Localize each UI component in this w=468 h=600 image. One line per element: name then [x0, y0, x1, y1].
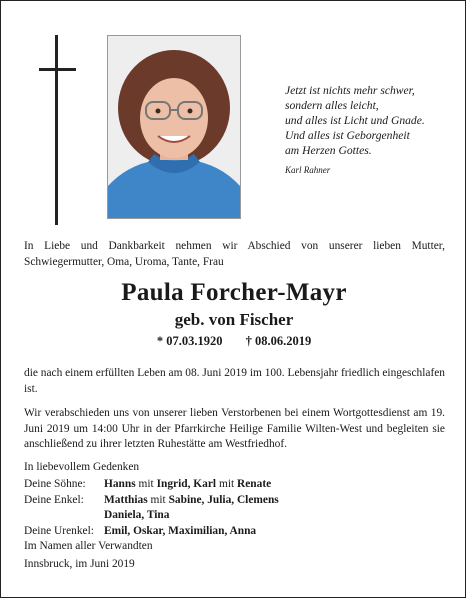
family-row-great-grandchildren [24, 524, 445, 540]
family-label: Deine Söhne: [24, 478, 86, 490]
portrait-photo [107, 35, 241, 219]
intro-text: In Liebe und Dankbarkeit nehmen wir Abschied von unserer lieben Mutter, Schwiegermutter, Oma, Uroma, Tante, Frau [24, 240, 445, 268]
death-date: † 08.06.2019 [245, 334, 312, 348]
family-members: Emil, Oskar, Maximilian, Anna [104, 524, 257, 537]
family-row-grandchildren [24, 493, 445, 509]
deceased-name: Paula Forcher-Mayr [121, 279, 347, 306]
place-date: Innsbruck, im Juni 2019 [24, 558, 135, 570]
passing-paragraph: die nach einem erfüllten Leben am 08. Juni 2019 im 100. Lebensjahr friedlich eingeschlafen ist. [24, 367, 445, 395]
cross-icon-bar [39, 68, 76, 71]
quote-line: sondern alles leicht, [285, 99, 379, 112]
family-members: Matthias mit Sabine, Julia, Clemens [104, 493, 279, 506]
family-members: Daniela, Tina [104, 509, 170, 521]
family-label: Deine Urenkel: [24, 524, 94, 537]
quote-block [285, 83, 460, 178]
family-row-sons [24, 477, 445, 493]
family-members: Hanns mit Ingrid, Karl mit Renate [104, 478, 272, 490]
quote-line: und alles ist Licht und Gnade. [285, 114, 425, 127]
service-paragraph: Wir verabschieden uns von unserer lieben Verstorbenen bei einem Wortgottesdienst am 19. Juni 2019 um 14:00 Uhr in der Pfarrkirche Heilige Familie Wilten-West und begleiten sie anschließend zu ihrer letzten Ruhestätte am Westfriedhof. [24, 407, 445, 450]
family-list [24, 477, 445, 555]
quote-line: Jetzt ist nichts mehr schwer, [285, 84, 415, 97]
quote-line: Und alles ist Geborgenheit [285, 129, 410, 142]
relatives-line: Im Namen aller Verwandten [24, 540, 153, 552]
greeting: In liebevollem Gedenken [24, 461, 140, 473]
life-dates [1, 334, 467, 349]
cross-icon [55, 35, 58, 225]
family-label: Deine Enkel: [24, 493, 84, 506]
quote-author: Karl Rahner [285, 165, 331, 175]
birth-date: * 07.03.1920 [156, 334, 223, 348]
portrait-illustration [108, 36, 240, 218]
family-row-grandchildren-cont [24, 508, 445, 524]
quote-line: am Herzen Gottes. [285, 144, 372, 157]
birth-name: geb. von Fischer [174, 310, 294, 329]
